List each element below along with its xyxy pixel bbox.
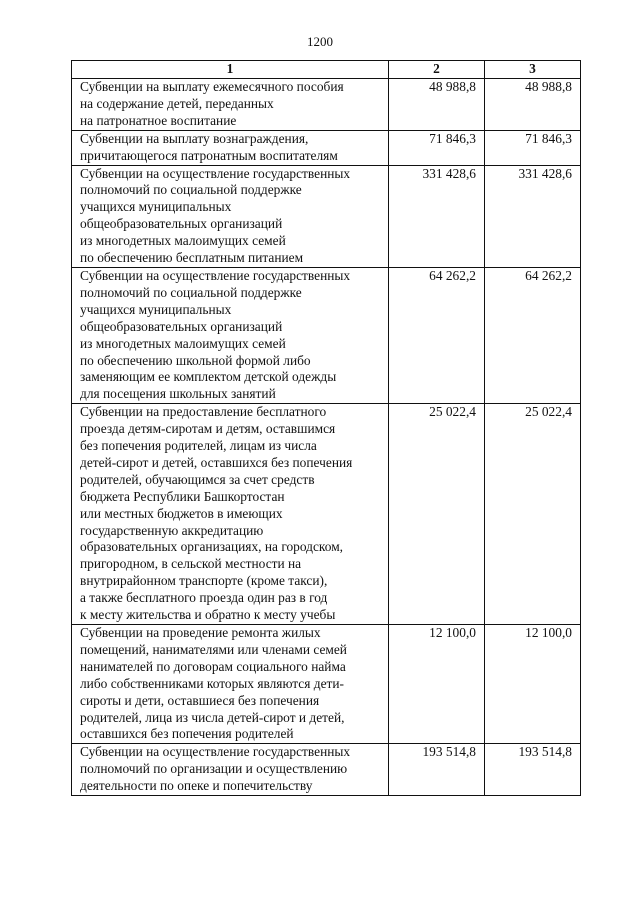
header-col-1: 1	[72, 61, 389, 79]
description-line: сироты и дети, оставшиеся без попечения	[80, 692, 320, 708]
description-line: полномочий по социальной поддержке	[80, 182, 302, 198]
description-line: на патронатное воспитание	[80, 112, 237, 128]
row-value-col-3: 25 022,4	[485, 404, 581, 625]
table-row	[72, 625, 581, 744]
description-line: учащихся муниципальных	[80, 301, 232, 317]
row-value-col-3: 71 846,3	[485, 130, 581, 165]
header-col-2: 2	[389, 61, 485, 79]
description-line: Субвенции на выплату ежемесячного пособия	[80, 79, 344, 94]
description-line: Субвенции на осуществление государственных	[80, 744, 351, 760]
description-line: или местных бюджетов в имеющих	[80, 505, 283, 521]
row-description	[72, 267, 389, 403]
description-line: к месту жительства и обратно к месту учебы	[80, 607, 336, 623]
row-value-col-2: 193 514,8	[389, 744, 485, 796]
row-value-col-2: 12 100,0	[389, 625, 485, 744]
description-line: нанимателей по договорам социального найма	[80, 658, 346, 674]
table-body	[72, 79, 581, 796]
row-value-col-3: 64 262,2	[485, 267, 581, 403]
description-line: учащихся муниципальных	[80, 199, 232, 215]
description-line: родителей, лица из числа детей-сирот и детей,	[80, 709, 345, 725]
row-value-col-3: 193 514,8	[485, 744, 581, 796]
description-line: полномочий по социальной поддержке	[80, 284, 302, 300]
table-row	[72, 744, 581, 796]
description-line: а также бесплатного проезда один раз в год	[80, 590, 328, 606]
description-line: полномочий по организации и осуществлению	[80, 761, 348, 777]
page-number: 1200	[307, 34, 333, 49]
description-line: образовательных организациях, на городском,	[80, 539, 344, 555]
table-row	[72, 79, 581, 131]
description-line: бюджета Республики Башкортостан	[80, 488, 285, 504]
description-line: для посещения школьных занятий	[80, 386, 276, 402]
description-line: оставшихся без попечения родителей	[80, 726, 294, 742]
description-line: детей-сирот и детей, оставшихся без попечения	[80, 454, 353, 470]
row-description	[72, 625, 389, 744]
description-line: без попечения родителей, лицам из числа	[80, 438, 317, 454]
row-value-col-2: 25 022,4	[389, 404, 485, 625]
row-description	[72, 404, 389, 625]
budget-table	[71, 60, 581, 796]
description-line: государственную аккредитацию	[80, 522, 264, 538]
description-line: либо собственниками которых являются дети-	[80, 675, 344, 691]
row-description	[72, 79, 389, 131]
description-line: по обеспечению школьной формой либо	[80, 352, 311, 368]
header-col-3: 3	[485, 61, 581, 79]
table-row	[72, 165, 581, 267]
description-line: пригородном, в сельской местности на	[80, 556, 302, 572]
row-value-col-3: 331 428,6	[485, 165, 581, 267]
row-value-col-2: 64 262,2	[389, 267, 485, 403]
description-line: Субвенции на проведение ремонта жилых	[80, 625, 321, 640]
row-value-col-2: 331 428,6	[389, 165, 485, 267]
row-value-col-3: 48 988,8	[485, 79, 581, 131]
description-line: общеобразовательных организаций	[80, 318, 283, 334]
row-description	[72, 165, 389, 267]
description-line: Субвенции на осуществление государственных	[80, 267, 351, 283]
description-line: общеобразовательных организаций	[80, 216, 283, 232]
table-row	[72, 404, 581, 625]
description-line: Субвенции на предоставление бесплатного	[80, 404, 327, 420]
row-description	[72, 744, 389, 796]
description-line: причитающегося патронатным воспитателям	[80, 147, 338, 163]
description-line: проезда детям-сиротам и детям, оставшимся	[80, 421, 336, 437]
row-value-col-3: 12 100,0	[485, 625, 581, 744]
description-line: заменяющим ее комплектом детской одежды	[80, 369, 337, 385]
description-line: деятельности по опеке и попечительству	[80, 778, 313, 794]
row-value-col-2: 48 988,8	[389, 79, 485, 131]
row-value-col-2: 71 846,3	[389, 130, 485, 165]
description-line: помещений, нанимателями или членами семей	[80, 641, 347, 657]
table-header	[72, 61, 581, 79]
table-row	[72, 267, 581, 403]
description-line: из многодетных малоимущих семей	[80, 335, 286, 351]
description-line: Субвенции на выплату вознаграждения,	[80, 130, 309, 146]
description-line: по обеспечению бесплатным питанием	[80, 250, 304, 266]
description-line: из многодетных малоимущих семей	[80, 233, 286, 249]
description-line: внутрирайонном транспорте (кроме такси),	[80, 573, 328, 589]
description-line: родителей, обучающимся за счет средств	[80, 471, 315, 487]
description-line: Субвенции на осуществление государственных	[80, 165, 351, 181]
row-description	[72, 130, 389, 165]
description-line: на содержание детей, переданных	[80, 95, 274, 111]
header-row	[72, 61, 581, 79]
table-row	[72, 130, 581, 165]
